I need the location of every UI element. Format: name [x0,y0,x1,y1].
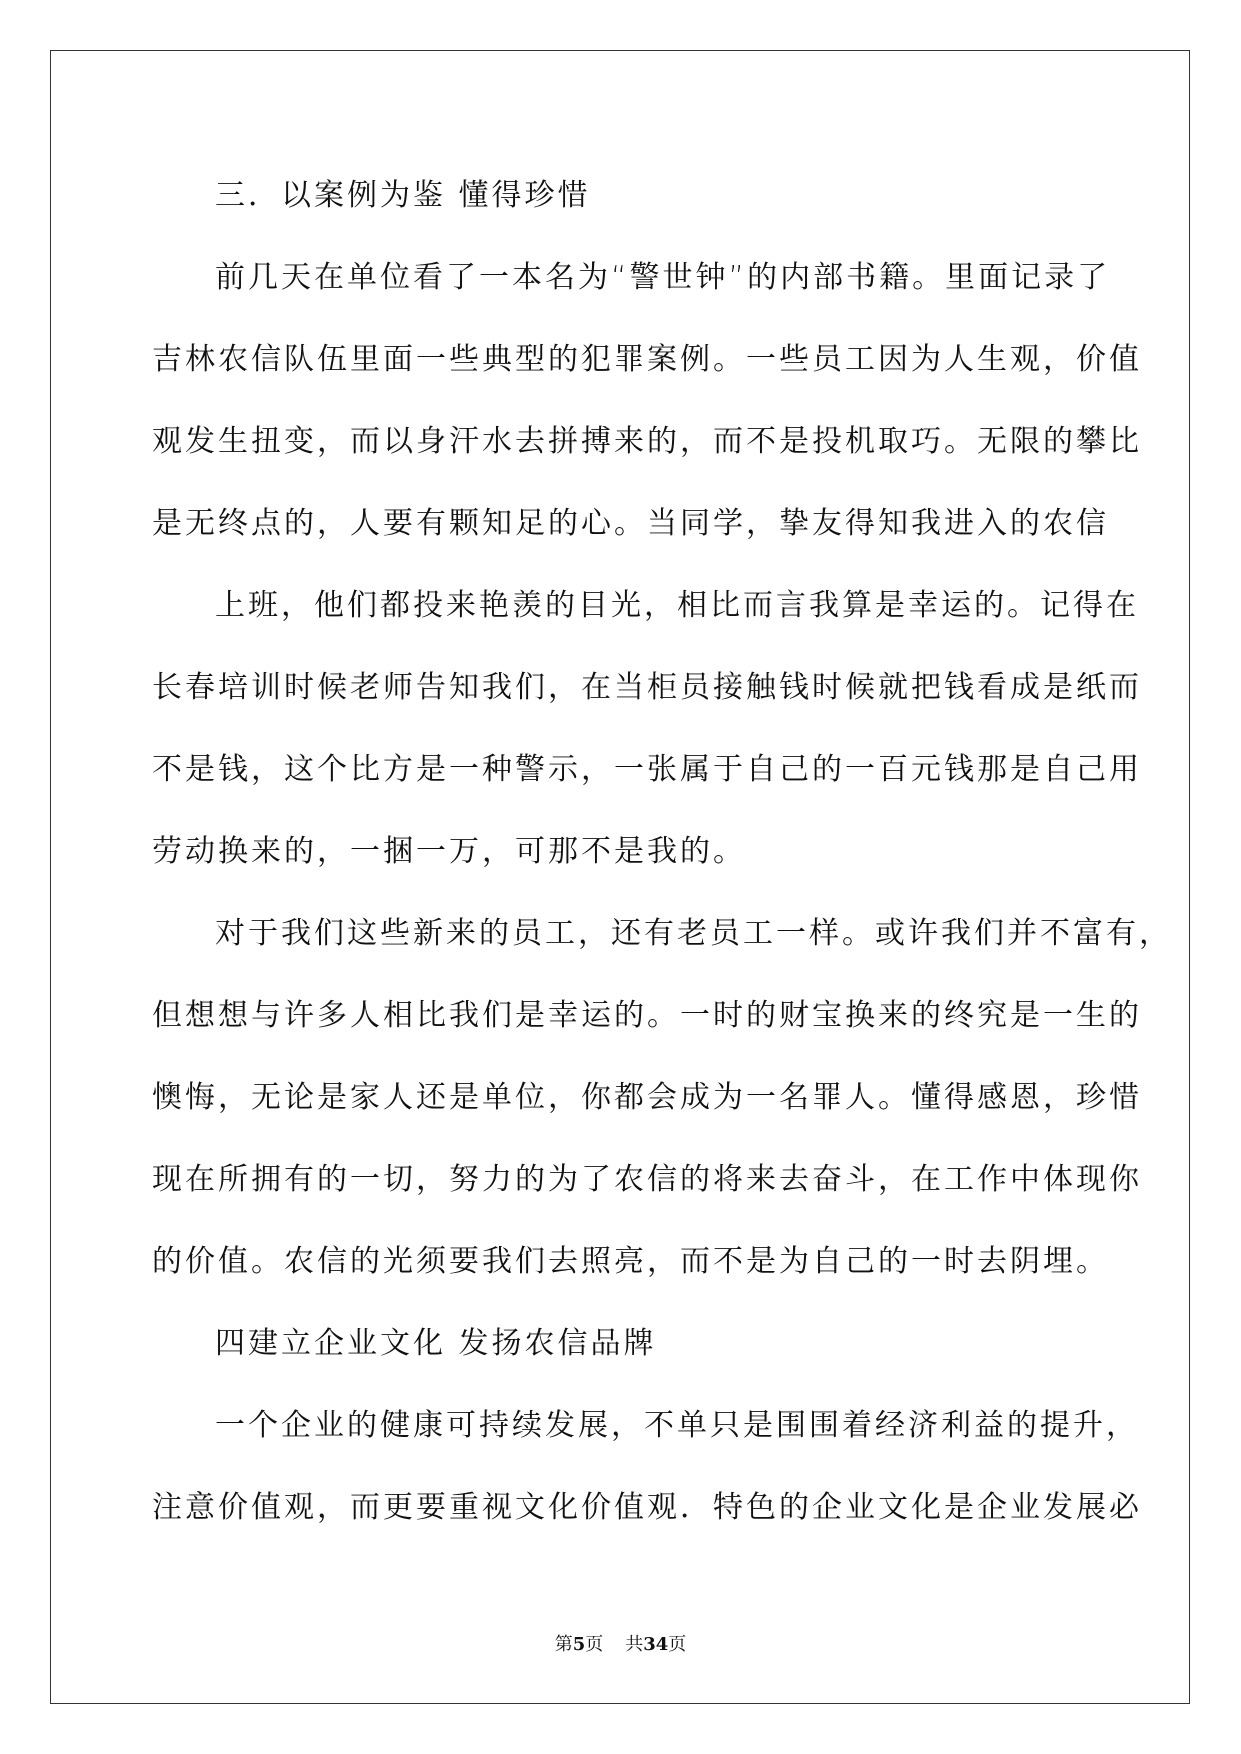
document-body [152,155,1172,1549]
text-line: 的价值。农信的光须要我们去照亮，而不是为自己的一时去阴埋。 [152,1244,1109,1279]
total-pages: 34 [643,1634,669,1655]
text-line: 前几天在单位看了一本名为“警世钟”的内部书籍。里面记录了 [215,260,1111,295]
page-footer [0,1630,1241,1656]
page-suffix: 页 [585,1634,604,1655]
page-prefix: 第 [554,1634,573,1655]
section-heading: 四建立企业文化 发扬农信品牌 [215,1326,657,1361]
text-line: 不是钱，这个比方是一种警示，一张属于自己的一百元钱那是自己用 [152,752,1142,787]
text-line: 观发生扭变，而以身汗水去拼搏来的，而不是投机取巧。无限的攀比 [152,424,1142,459]
text-line: 吉林农信队伍里面一些典型的犯罪案例。一些员工因为人生观，价值 [152,342,1142,377]
text-line: 但想想与许多人相比我们是幸运的。一时的财宝换来的终究是一生的 [152,998,1142,1033]
section-heading: 三．以案例为鉴 懂得珍惜 [215,178,591,213]
text-line: 注意价值观，而更要重视文化价值观．特色的企业文化是企业发展必 [152,1490,1142,1525]
text-line: 是无终点的，人要有颗知足的心。当同学，挚友得知我进入的农信 [152,506,1109,541]
total-suffix: 页 [668,1634,687,1655]
text-line: 现在所拥有的一切，努力的为了农信的将来去奋斗，在工作中体现你 [152,1162,1142,1197]
text-line: 劳动换来的，一捆一万，可那不是我的。 [152,834,746,869]
text-line: 对于我们这些新来的员工，还有老员工一样。或许我们并不富有， [215,916,1172,951]
total-prefix: 共 [625,1634,644,1655]
page-number: 5 [572,1634,586,1655]
text-line: 懊悔，无论是家人还是单位，你都会成为一名罪人。懂得感恩，珍惜 [152,1080,1142,1115]
text-line: 长春培训时候老师告知我们，在当柜员接触钱时候就把钱看成是纸而 [152,670,1142,705]
text-line: 一个企业的健康可持续发展，不单只是围围着经济利益的提升， [215,1408,1139,1443]
text-line: 上班，他们都投来艳羡的目光，相比而言我算是幸运的。记得在 [215,588,1139,623]
